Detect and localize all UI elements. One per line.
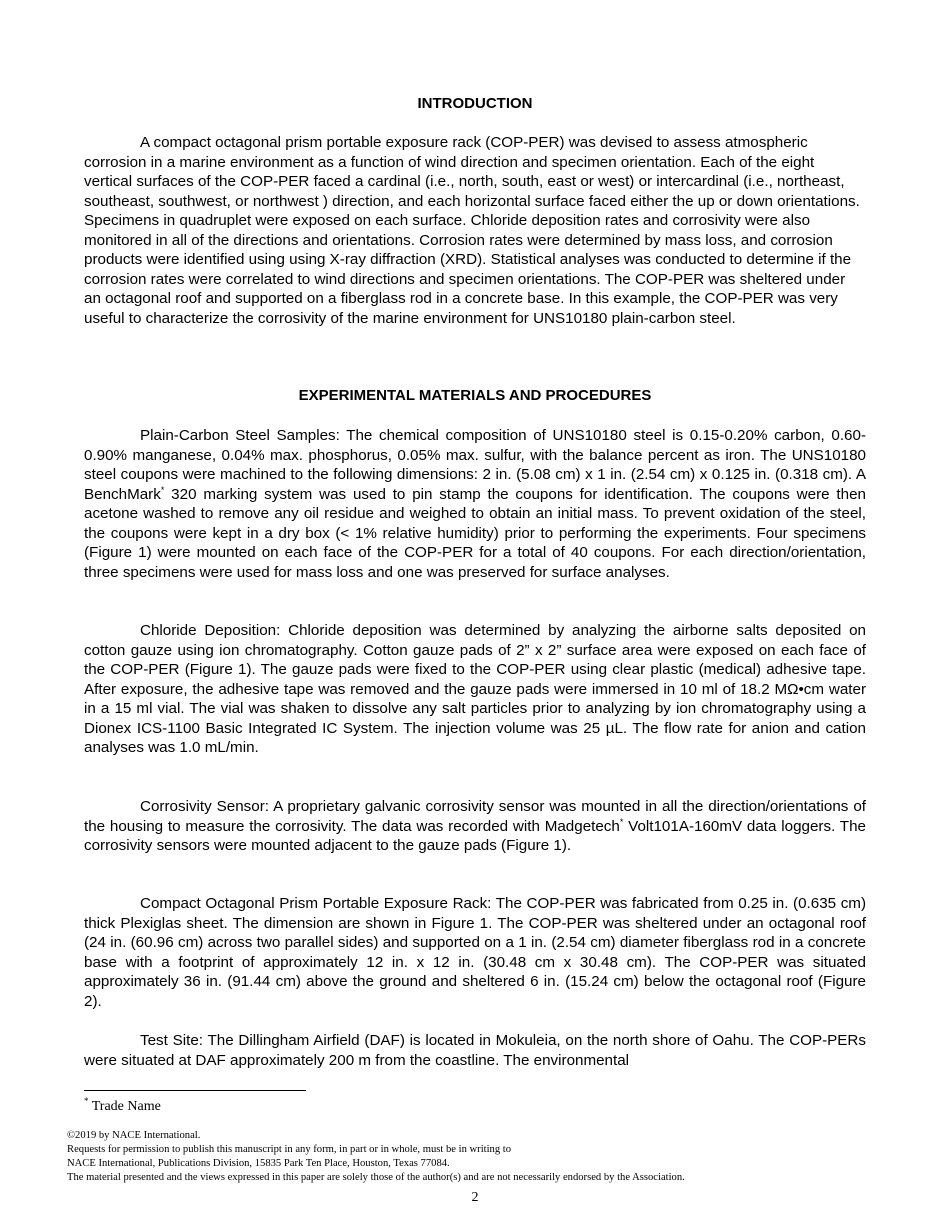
footnote-divider xyxy=(84,1090,306,1091)
introduction-heading: INTRODUCTION xyxy=(417,95,533,112)
steel-text-part1: Plain-Carbon Steel Samples: The chemical composition of UNS10180 steel is 0.15-0.20% carbon, 0.60-0.90% manganese, 0.04% max. phosphorus, 0.05% max. sulfur, with the balance percent as iron. The UNS10180 steel coupons were machined to the following dimensions: 2 in. (5.08 cm) x 1 in. (2.54 cm) x 0.125 in. (0.318 cm). A BenchMark xyxy=(84,427,866,503)
permission-line-2: NACE International, Publications Division, 15835 Park Ten Place, Houston, Texas 77084. xyxy=(67,1158,450,1169)
permission-line-1: Requests for permission to publish this manuscript in any form, in part or in whole, must be in writing to xyxy=(67,1144,512,1155)
page-number: 2 xyxy=(471,1190,479,1205)
test-site-paragraph: Test Site: The Dillingham Airfield (DAF) is located in Mokuleia, on the north shore of Oahu. The COP-PERs were situated at DAF approximately 200 m from the coastline. The environmental xyxy=(84,1032,866,1069)
exposure-rack-paragraph: Compact Octagonal Prism Portable Exposure Rack: The COP-PER was fabricated from 0.25 in. (0.635 cm) thick Plexiglas sheet. The dimension are shown in Figure 1. The COP-PER was sheltered under an octagonal roof (24 in. (60.96 cm) across two parallel sides) and supported on a 1 in. (2.54 cm) diameter fiberglass rod in a concrete base with a footprint of approximately 12 in. x 12 in. (30.48 cm x 30.48 cm). The COP-PER was situated approximately 36 in. (91.44 cm) above the ground and sheltered 6 in. (15.24 cm) below the octagonal roof (Figure 2). xyxy=(84,895,866,1010)
copyright-line: ©2019 by NACE International. xyxy=(67,1130,201,1141)
sensor-text-part1: Corrosivity Sensor: A proprietary galvanic corrosivity sensor was mounted in all the direction/orientations of the housing to measure the corrosivity. The data was recorded with Madgetech xyxy=(84,798,866,835)
introduction-paragraph: A compact octagonal prism portable exposure rack (COP-PER) was devised to assess atmospheric corrosion in a marine environment as a function of wind direction and specimen orientation. Each of the eight vertical surfaces of the COP-PER faced a cardinal (i.e., north, south, east or west) or intercardinal (i.e., northeast, southeast, southwest, or northwest ) direction, and each horizontal surface faced either the up or down orientations. Specimens in quadruplet were exposed on each surface. Chloride deposition rates and corrosivity were also monitored in all of the directions and orientations. Corrosion rates were determined by mass loss, and corrosion products were identified using using X-ray diffraction (XRD). Statistical analyses was conducted to determine if the corrosion rates were correlated to wind directions and specimen orientations. The COP-PER was sheltered under an octagonal roof and supported on a fiberglass rod in a concrete base. In this example, the COP-PER was very useful to characterize the corrosivity of the marine environment for UNS10180 plain-carbon steel. xyxy=(84,134,860,327)
trade-name-mark: * xyxy=(160,484,165,495)
steel-text-part2: 320 marking system was used to pin stamp the coupons for identification. The coupons were then acetone washed to remove any oil residue and weighed to obtain an initial mass. To prevent oxidation of the steel, the coupons were kept in a dry box (< 1% relative humidity) prior to performing the experiments. Four specimens (Figure 1) were mounted on each face of the COP-PER for a total of 40 coupons. For each direction/orientation, three specimens were used for mass loss and one was preserved for surface analyses. xyxy=(84,485,866,581)
footnote-text: Trade Name xyxy=(88,1099,161,1114)
experimental-heading: EXPERIMENTAL MATERIALS AND PROCEDURES xyxy=(298,387,652,404)
copyright-block xyxy=(67,1129,685,1185)
footnote-mark: * xyxy=(84,1096,89,1106)
disclaimer-line: The material presented and the views expressed in this paper are solely those of the author(s) and are not necessarily endorsed by the Association. xyxy=(67,1172,685,1183)
trade-name-mark: * xyxy=(619,816,624,827)
chloride-deposition-paragraph: Chloride Deposition: Chloride deposition was determined by analyzing the airborne salts deposited on cotton gauze using ion chromatography. Cotton gauze pads of 2” x 2” surface area were exposed on each face of the COP-PER (Figure 1). The gauze pads were fixed to the COP-PER using clear plastic (medical) adhesive tape. After exposure, the adhesive tape was removed and the gauze pads were immersed in 10 ml of 18.2 MΩ•cm water in a 15 ml vial. The vial was shaken to dissolve any salt particles prior to analyzing by ion chromatography using a Dionex ICS-1100 Basic Integrated IC System. The injection volume was 25 µL. The flow rate for anion and cation analyses was 1.0 mL/min. xyxy=(84,622,866,756)
footnote xyxy=(84,1096,161,1115)
sensor-text-part2: Volt101A-160mV data loggers. The corrosivity sensors were mounted adjacent to the gauze pads (Figure 1). xyxy=(84,817,866,854)
steel-samples-paragraph xyxy=(84,426,866,582)
corrosivity-sensor-paragraph xyxy=(84,797,866,856)
